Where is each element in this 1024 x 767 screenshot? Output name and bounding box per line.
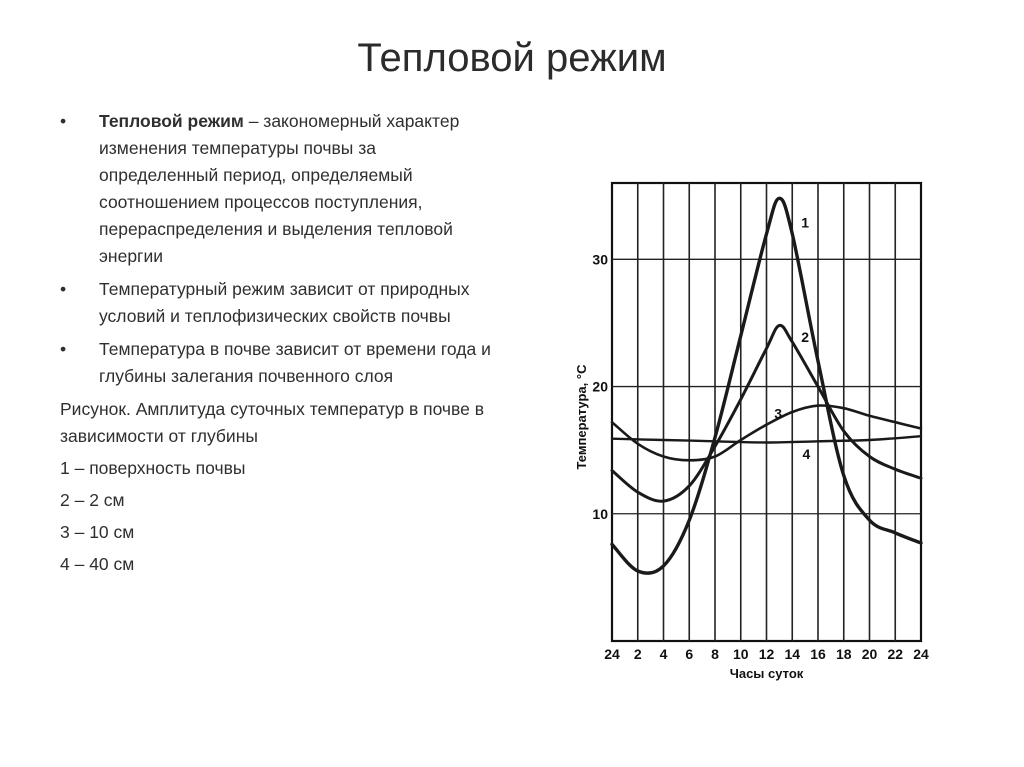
x-tick-label: 8 [711,646,719,662]
legend-item-4: 4 – 40 см [60,554,135,574]
y-axis-label: Температура, °С [574,364,589,470]
series-1-label: 1 [801,214,810,231]
x-tick-label: 2 [633,646,642,662]
x-tick-label: 10 [732,646,749,662]
y-tick-label: 20 [592,378,608,395]
series-3-label: 3 [774,405,782,422]
figure-caption: Рисунок. Амплитуда суточных температур в почве в зависимости от глубины [60,399,485,446]
x-tick-label: 4 [659,646,668,662]
y-tick-label: 10 [592,505,608,522]
x-tick-label: 12 [758,646,775,662]
x-tick-label: 20 [861,646,878,662]
legend-item-3: 3 – 10 см [60,522,135,542]
bullet-term: Тепловой режим [99,111,244,131]
page-title: Тепловой режим [357,36,667,80]
x-tick-label: 14 [784,646,801,662]
bullet-dot-icon: • [60,339,67,359]
legend-item-1: 1 – поверхность почвы [60,458,246,478]
bullet-text: – закономерный характер изменения температуры почвы за определенный период, определяемый соотношением процессов поступления, перераспределения и выделения тепловой энергии [99,111,460,266]
bullet-text: Температура в почве зависит от времени года и глубины залегания почвенного слоя [99,339,491,386]
bullet-dot-icon: • [60,111,67,131]
x-tick-label: 22 [887,646,904,662]
x-tick-label: 18 [835,646,852,662]
x-tick-label: 24 [913,646,929,662]
bullet-text: Температурный режим зависит от природных условий и теплофизических свойств почвы [99,279,470,326]
legend-item-2: 2 – 2 см [60,490,125,510]
x-tick-label: 6 [685,646,694,662]
x-tick-label: 24 [604,646,620,662]
y-tick-label: 30 [592,251,608,268]
bullet-dot-icon: • [60,279,67,299]
x-tick-label: 16 [810,646,826,662]
series-2-label: 2 [801,329,810,346]
series-4-label: 4 [802,446,811,463]
x-axis-label: Часы суток [729,666,804,681]
